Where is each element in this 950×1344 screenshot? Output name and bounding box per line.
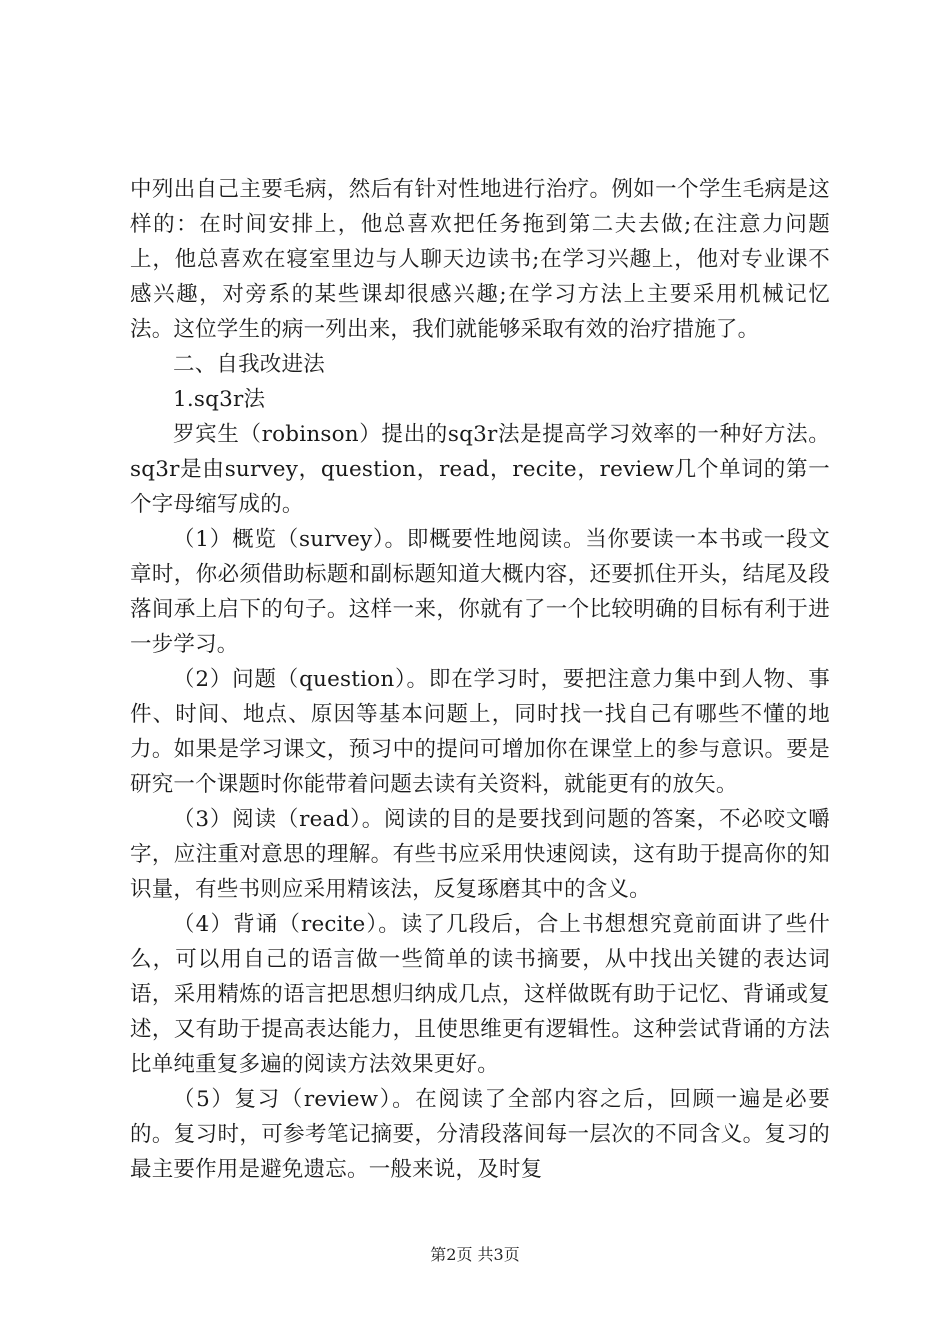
paragraph-continuation: 中列出自己主要毛病，然后有针对性地进行治疗。例如一个学生毛病是这样的：在时间安排上，他总喜欢把任务拖到第二夫去做;在注意力问题上，他总喜欢在寝室里边与人聊天边读书;在学习兴趣上，他对专业课不感兴趣，对旁系的某些课却很感兴趣;在学习方法上主要采用机械记忆法。这位学生的病一列出来，我们就能够采取有效的治疗措施了。 bbox=[130, 177, 830, 342]
section-heading: 二、自我改进法 bbox=[173, 352, 325, 377]
document-body bbox=[130, 172, 830, 1187]
paragraph-intro: 罗宾生（robinson）提出的sq3r法是提高学习效率的一种好方法。sq3r是由survey，question，read，recite，review几个单词的第一个字母缩写成的。 bbox=[130, 422, 830, 517]
paragraph-read: （3）阅读（read）。阅读的目的是要找到问题的答案，不必咬文嚼字，应注重对意思的理解。有些书应采用快速阅读，这有助于提高你的知识量，有些书则应采用精该法，反复琢磨其中的含义。 bbox=[130, 807, 830, 902]
paragraph-question: （2）问题（question）。即在学习时，要把注意力集中到人物、事件、时间、地点、原因等基本问题上，同时找一找自己有哪些不懂的地力。如果是学习课文，预习中的提问可增加你在课堂上的参与意识。要是研究一个课题时你能带着问题去读有关资料，就能更有的放矢。 bbox=[130, 667, 830, 797]
subsection-heading: 1.sq3r法 bbox=[173, 387, 266, 412]
paragraph-recite: （4）背诵（recite）。读了几段后，合上书想想究竟前面讲了些什么，可以用自己的语言做一些简单的读书摘要，从中找出关键的表达词语，采用精炼的语言把思想归纳成几点，这样做既有助于记忆、背诵或复述，又有助于提高表达能力，且使思维更有逻辑性。这种尝试背诵的方法比单纯重复多遍的阅读方法效果更好。 bbox=[130, 912, 830, 1077]
paragraph-review: （5）复习（review）。在阅读了全部内容之后，回顾一遍是必要的。复习时，可参考笔记摘要，分清段落间每一层次的不同含义。复习的最主要作用是避免遗忘。一般来说，及时复 bbox=[130, 1087, 830, 1182]
page-number-footer: 第2页 共3页 bbox=[430, 1245, 520, 1264]
paragraph-survey: （1）概览（survey）。即概要性地阅读。当你要读一本书或一段文章时，你必须借助标题和副标题知道大概内容，还要抓住开头，结尾及段落间承上启下的句子。这样一来，你就有了一个比较明确的目标有利于进一步学习。 bbox=[130, 527, 830, 657]
